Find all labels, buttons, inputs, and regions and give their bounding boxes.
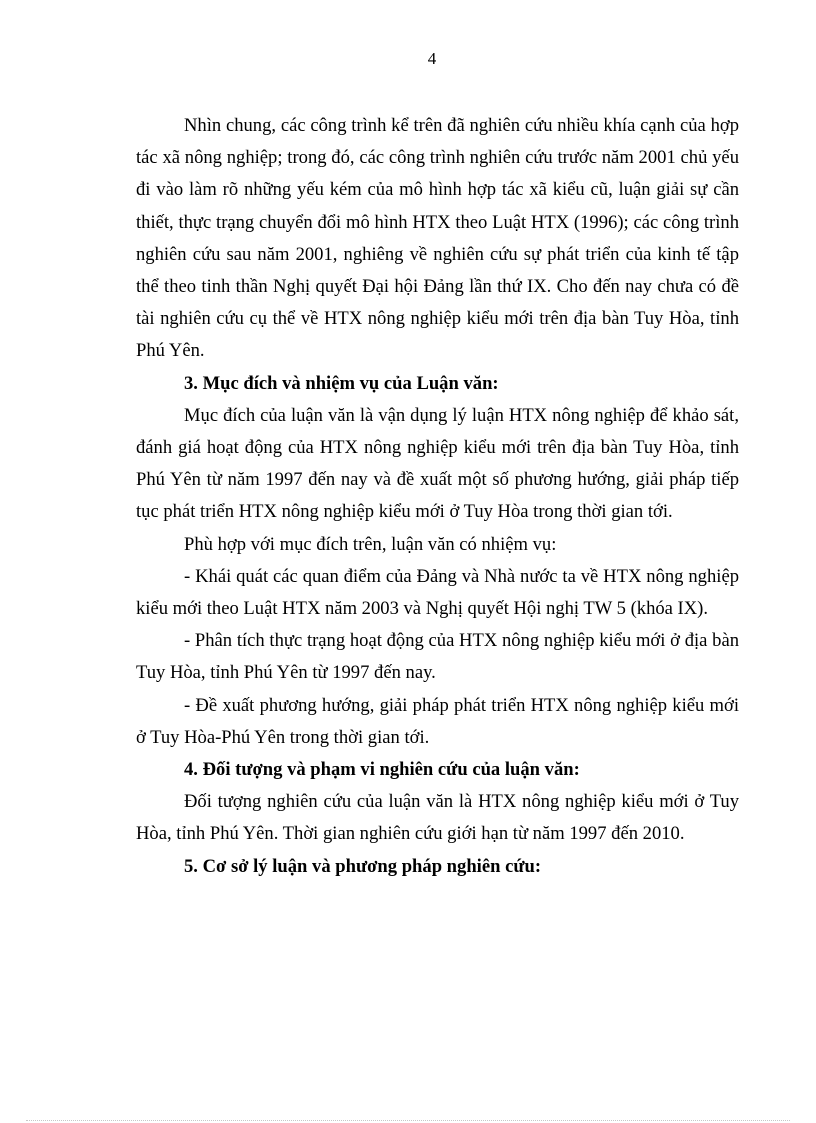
document-body xyxy=(136,110,739,883)
section-heading-4: 4. Đối tượng và phạm vi nghiên cứu của luận văn: xyxy=(184,759,580,781)
page-number: 4 xyxy=(427,49,437,68)
paragraph-tasks-intro: Phù hợp với mục đích trên, luận văn có nhiệm vụ: xyxy=(184,533,557,555)
task-item-2: - Phân tích thực trạng hoạt động của HTX nông nghiệp kiểu mới ở địa bàn Tuy Hòa, tỉnh Phú Yên từ 1997 đến nay. xyxy=(136,630,739,684)
page-bottom-divider xyxy=(26,1120,790,1121)
task-item-1: - Khái quát các quan điểm của Đảng và Nhà nước ta về HTX nông nghiệp kiểu mới theo Luật HTX năm 2003 và Nghị quyết Hội nghị TW 5 (khóa IX). xyxy=(136,565,739,620)
task-item-3: - Đề xuất phương hướng, giải pháp phát triển HTX nông nghiệp kiểu mới ở Tuy Hòa-Phú Yên trong thời gian tới. xyxy=(136,694,739,748)
paragraph-scope: Đối tượng nghiên cứu của luận văn là HTX nông nghiệp kiểu mới ở Tuy Hòa, tỉnh Phú Yên. Thời gian nghiên cứu giới hạn từ năm 1997 đến 2010. xyxy=(136,791,739,845)
section-heading-5: 5. Cơ sở lý luận và phương pháp nghiên cứu: xyxy=(184,855,542,877)
section-heading-3: 3. Mục đích và nhiệm vụ của Luận văn: xyxy=(184,372,499,394)
paragraph-purpose: Mục đích của luận văn là vận dụng lý luận HTX nông nghiệp để khảo sát, đánh giá hoạt động của HTX nông nghiệp kiểu mới trên địa bàn Tuy Hòa, tỉnh Phú Yên từ năm 1997 đến nay và đề xuất một số phương hướng, giải pháp tiếp tục phát triển HTX nông nghiệp kiểu mới ở Tuy Hòa trong thời gian tới. xyxy=(136,404,739,523)
paragraph-summary: Nhìn chung, các công trình kể trên đã nghiên cứu nhiều khía cạnh của hợp tác xã nông nghiệp; trong đó, các công trình nghiên cứu trước năm 2001 chủ yếu đi vào làm rõ những yếu kém của mô hình hợp tác xã kiểu cũ, luận giải sự cần thiết, thực trạng chuyển đổi mô hình HTX theo Luật HTX (1996); các công trình nghiên cứu sau năm 2001, nghiêng về nghiên cứu sự phát triển của kinh tế tập thể theo tinh thần Nghị quyết Đại hội Đảng lần thứ IX. Cho đến nay chưa có đề tài nghiên cứu cụ thể về HTX nông nghiệp kiểu mới trên địa bàn Tuy Hòa, tỉnh Phú Yên. xyxy=(136,115,739,362)
